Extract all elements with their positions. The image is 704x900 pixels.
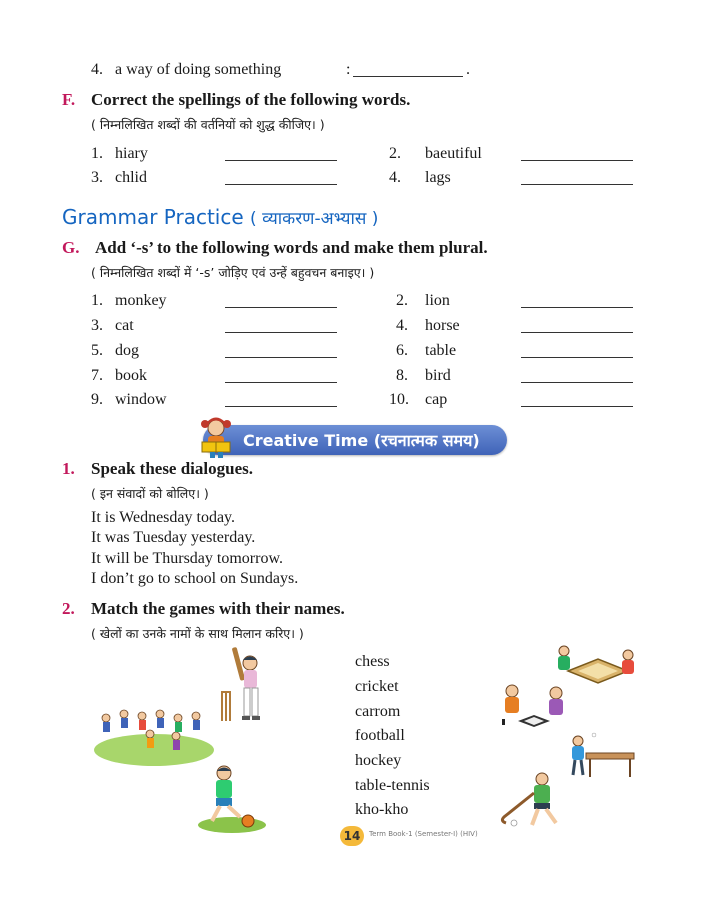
section-1-title: Speak these dialogues. [91, 459, 253, 478]
table-tennis-illustration[interactable] [566, 731, 638, 781]
prev-item-end: . [466, 61, 470, 78]
prev-item-colon: : [346, 61, 351, 78]
answer-blank[interactable] [521, 357, 633, 358]
creative-time-label: Creative Time (रचनात्मक समय) [243, 431, 480, 450]
section-f-letter: F. [62, 90, 76, 109]
answer-blank[interactable] [521, 307, 633, 308]
cricket-player-illustration[interactable] [212, 647, 272, 727]
f-item-number: 3. [91, 169, 103, 186]
answer-blank[interactable] [225, 382, 337, 383]
answer-blank[interactable] [521, 160, 633, 161]
dialogue-line: It was Tuesday yesterday. [91, 529, 256, 546]
game-name-kho-kho[interactable]: kho-kho [355, 801, 409, 818]
g-item-word: cat [115, 317, 134, 334]
g-item-word: horse [425, 317, 460, 334]
grammar-heading-en: Grammar Practice [62, 205, 244, 229]
prev-item-number: 4. [91, 61, 103, 78]
g-item-number: 9. [91, 391, 103, 408]
answer-blank[interactable] [521, 332, 633, 333]
answer-blank[interactable] [225, 307, 337, 308]
g-item-word: window [115, 391, 167, 408]
section-2-hindi: ( खेलों का उनके नामों के साथ मिलान करिए। ) [91, 626, 304, 641]
g-item-word: dog [115, 342, 139, 359]
dialogue-line: It is Wednesday today. [91, 509, 236, 526]
section-f-title: Correct the spellings of the following words. [91, 90, 411, 109]
answer-blank[interactable] [521, 406, 633, 407]
section-1-number: 1. [62, 459, 75, 478]
dialogue-line: It will be Thursday tomorrow. [91, 550, 283, 567]
g-item-number: 5. [91, 342, 103, 359]
f-item-word: chlid [115, 169, 147, 186]
game-name-table-tennis[interactable]: table-tennis [355, 777, 430, 794]
footer-note: Term Book-1 (Semester-I) (HIV) [369, 830, 478, 838]
g-item-number: 3. [91, 317, 103, 334]
game-name-cricket[interactable]: cricket [355, 678, 399, 695]
page-number-badge: 14 [340, 826, 364, 846]
f-item-number: 1. [91, 145, 103, 162]
creative-time-banner [203, 425, 507, 455]
answer-blank[interactable] [225, 184, 337, 185]
answer-blank[interactable] [225, 332, 337, 333]
section-g-title: Add ‘-s’ to the following words and make them plural. [95, 238, 488, 257]
g-item-word: monkey [115, 292, 167, 309]
g-item-word: book [115, 367, 147, 384]
g-item-word: lion [425, 292, 450, 309]
g-item-number: 2. [396, 292, 408, 309]
g-item-word: cap [425, 391, 448, 408]
answer-blank[interactable] [353, 76, 463, 77]
game-name-carrom[interactable]: carrom [355, 703, 401, 720]
f-item-word: baeutiful [425, 145, 482, 162]
answer-blank[interactable] [225, 406, 337, 407]
grammar-practice-heading [62, 205, 378, 229]
g-item-word: table [425, 342, 457, 359]
grammar-heading-hi: ( व्याकरण-अभ्यास ) [250, 209, 379, 229]
section-f-hindi: ( निम्नलिखित शब्दों की वर्तनियों को शुद्ध कीजिए। ) [91, 117, 325, 132]
f-item-word: hiary [115, 145, 148, 162]
reading-girl-icon [196, 416, 238, 460]
game-name-football[interactable]: football [355, 727, 405, 744]
game-name-chess[interactable]: chess [355, 653, 390, 670]
answer-blank[interactable] [521, 184, 633, 185]
game-name-hockey[interactable]: hockey [355, 752, 402, 769]
f-item-word: lags [425, 169, 451, 186]
section-2-number: 2. [62, 599, 75, 618]
chess-illustration[interactable] [494, 681, 574, 733]
football-player-illustration[interactable] [196, 763, 268, 833]
hockey-illustration[interactable] [498, 771, 572, 831]
answer-blank[interactable] [521, 382, 633, 383]
g-item-number: 10. [389, 391, 409, 408]
kho-kho-illustration[interactable] [94, 704, 214, 766]
section-2-title: Match the games with their names. [91, 599, 345, 618]
answer-blank[interactable] [225, 160, 337, 161]
g-item-number: 6. [396, 342, 408, 359]
g-item-number: 4. [396, 317, 408, 334]
g-item-number: 8. [396, 367, 408, 384]
section-1-hindi: ( इन संवादों को बोलिए। ) [91, 486, 209, 501]
answer-blank[interactable] [225, 357, 337, 358]
dialogue-line: I don’t go to school on Sundays. [91, 570, 299, 587]
section-g-hindi: ( निम्नलिखित शब्दों में ‘-s’ जोड़िए एवं उन्हें बहुवचन बनाइए। ) [91, 265, 375, 280]
g-item-number: 1. [91, 292, 103, 309]
g-item-word: bird [425, 367, 451, 384]
section-g-letter: G. [62, 238, 80, 257]
prev-item-text: a way of doing something [115, 61, 282, 78]
f-item-number: 4. [389, 169, 401, 186]
g-item-number: 7. [91, 367, 103, 384]
f-item-number: 2. [389, 145, 401, 162]
